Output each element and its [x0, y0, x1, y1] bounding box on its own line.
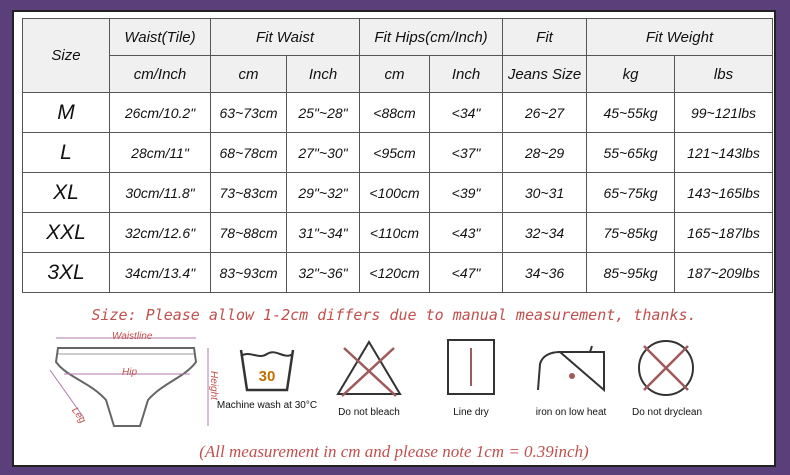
table-cell: 83~93cm: [211, 253, 287, 293]
table-cell: 32~34: [503, 213, 587, 253]
iron-caption: iron on low heat: [535, 407, 607, 418]
table-cell: 31"~34": [287, 213, 360, 253]
table-cell: 143~165lbs: [675, 173, 773, 213]
table-cell: 34~36: [503, 253, 587, 293]
size-cell: 3XL: [23, 253, 110, 293]
unit-header: cm: [211, 56, 287, 93]
footer-note: (All measurement in cm and please note 1cm = 0.39inch): [199, 442, 589, 461]
table-row: [23, 213, 773, 253]
table-cell: 73~83cm: [211, 173, 287, 213]
group-header: Fit Hips(cm/Inch): [360, 19, 503, 56]
table-cell: 121~143lbs: [675, 133, 773, 173]
size-cell: L: [23, 133, 110, 173]
wash-caption: Machine wash at 30°C: [216, 400, 318, 411]
do-not-bleach-icon: [334, 338, 404, 398]
group-header: Fit Waist: [211, 19, 360, 56]
table-cell: 63~73cm: [211, 93, 287, 133]
table-cell: <110cm: [360, 213, 430, 253]
table-cell: 55~65kg: [587, 133, 675, 173]
table-cell: 65~75kg: [587, 173, 675, 213]
table-cell: 30cm/11.8": [110, 173, 211, 213]
table-cell: <95cm: [360, 133, 430, 173]
table-cell: 99~121lbs: [675, 93, 773, 133]
table-cell: 30~31: [503, 173, 587, 213]
bleach-caption: Do not bleach: [338, 407, 400, 418]
group-header: Fit: [503, 19, 587, 56]
waistline-label: Waistline: [112, 331, 153, 342]
do-not-dryclean-icon: [636, 338, 696, 398]
measurement-note: Size: Please allow 1-2cm differs due to manual measurement, thanks.: [91, 306, 697, 324]
unit-header: Jeans Size: [503, 56, 587, 93]
dryclean-caption: Do not dryclean: [631, 407, 703, 418]
group-header: Fit Weight: [587, 19, 773, 56]
table-cell: 187~209lbs: [675, 253, 773, 293]
size-cell: M: [23, 93, 110, 133]
height-label: Height: [207, 371, 219, 400]
unit-header: kg: [587, 56, 675, 93]
table-row: [23, 133, 773, 173]
table-cell: <34": [430, 93, 503, 133]
line-dry-caption: Line dry: [453, 407, 489, 418]
garment-diagram: [44, 330, 214, 430]
table-cell: 68~78cm: [211, 133, 287, 173]
table-cell: 32"~36": [287, 253, 360, 293]
line-dry-icon: [446, 338, 496, 396]
table-cell: <43": [430, 213, 503, 253]
table-cell: 165~187lbs: [675, 213, 773, 253]
unit-header: cm/Inch: [110, 56, 211, 93]
size-table: [22, 18, 773, 293]
table-cell: <88cm: [360, 93, 430, 133]
table-cell: 25"~28": [287, 93, 360, 133]
table-cell: 32cm/12.6": [110, 213, 211, 253]
group-header: Waist(Tile): [110, 19, 211, 56]
table-cell: <37": [430, 133, 503, 173]
table-cell: 26~27: [503, 93, 587, 133]
table-row: [23, 253, 773, 293]
unit-header: Inch: [430, 56, 503, 93]
table-row: [23, 93, 773, 133]
table-cell: 26cm/10.2": [110, 93, 211, 133]
table-cell: 27"~30": [287, 133, 360, 173]
table-row: [23, 173, 773, 213]
table-cell: 85~95kg: [587, 253, 675, 293]
size-cell: XL: [23, 173, 110, 213]
iron-low-heat-icon: [534, 342, 608, 394]
table-cell: 34cm/13.4": [110, 253, 211, 293]
size-header: Size: [23, 19, 110, 93]
unit-header: cm: [360, 56, 430, 93]
table-cell: <39": [430, 173, 503, 213]
table-cell: 45~55kg: [587, 93, 675, 133]
table-cell: 29"~32": [287, 173, 360, 213]
unit-header: lbs: [675, 56, 773, 93]
unit-header: Inch: [287, 56, 360, 93]
leg-label: Leg: [69, 405, 88, 426]
wash-temperature: 30: [258, 368, 276, 385]
size-cell: XXL: [23, 213, 110, 253]
size-chart-panel: [12, 10, 776, 467]
table-cell: 78~88cm: [211, 213, 287, 253]
table-cell: 28~29: [503, 133, 587, 173]
table-cell: 75~85kg: [587, 213, 675, 253]
table-cell: <47": [430, 253, 503, 293]
table-cell: <100cm: [360, 173, 430, 213]
table-cell: <120cm: [360, 253, 430, 293]
hip-label: Hip: [122, 367, 138, 378]
table-cell: 28cm/11": [110, 133, 211, 173]
